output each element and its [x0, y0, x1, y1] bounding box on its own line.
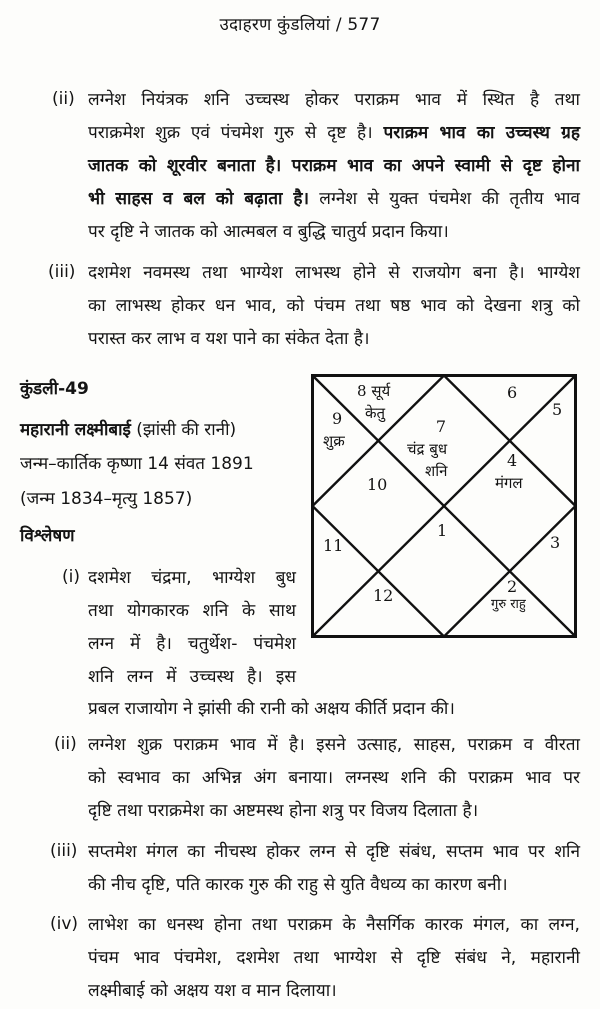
para-marker: (ii) — [54, 734, 77, 754]
house-5-number: 5 — [552, 400, 563, 419]
text-line: तथा योगकारक शनि के साथ — [88, 601, 296, 621]
text-line — [88, 84, 580, 117]
text-line — [88, 117, 580, 150]
planet-name: सूर्य — [371, 382, 391, 400]
analysis-paragraph-i — [88, 562, 296, 694]
para-marker: (iv) — [50, 914, 79, 934]
text-line: शनि लग्न में उच्चस्थ है। इस — [88, 667, 296, 687]
house-10-number: 10 — [367, 475, 388, 494]
house-7-number: 7 — [435, 417, 447, 436]
text-line: लग्नेश शुक्र पराक्रम भाव में है। इसने उत्साह, साहस, पराक्रम व वीरता — [88, 735, 580, 755]
para-marker: (i) — [62, 567, 80, 587]
house-12-number: 12 — [373, 586, 394, 605]
house-9-planets: शुक्र — [323, 432, 345, 450]
text-line: परास्त कर लाभ व यश पाने का संकेत देता है। — [88, 329, 370, 349]
chart-grid — [311, 374, 577, 638]
text-line: की नीच दृष्टि, पति कारक गुरु की राहु से युति वैधव्य का कारण बनी। — [88, 875, 508, 895]
para-marker: (ii) — [52, 89, 75, 109]
text-line: लक्ष्मीबाई को अक्षय यश व मान दिलाया। — [88, 981, 337, 1001]
birth-chart — [311, 374, 577, 638]
house-4-planets: मंगल — [495, 474, 523, 492]
analysis-heading: विश्लेषण — [20, 526, 75, 546]
analysis-paragraph-ii — [88, 729, 580, 828]
house-8-planets: केतु — [365, 404, 386, 422]
subject-name-note: (झांसी की रानी) — [130, 420, 237, 440]
house-number: 8 — [357, 382, 367, 400]
subject-name — [20, 417, 236, 440]
text-run: लग्नेश नियंत्रक शनि उच्चस्थ होकर पराक्रम भाव में स्थित है तथा — [88, 90, 580, 110]
top-paragraph-iii — [88, 257, 580, 356]
text-line: दशमेश नवमस्थ तथा भाग्येश लाभस्थ होने से राजयोग बना है। भाग्येश — [88, 263, 580, 283]
house-8-label — [357, 382, 390, 400]
house-7-planets-line1: चंद्र बुध — [407, 440, 448, 458]
text-line: प्रबल राजायोग ने झांसी की रानी को अक्षय कीर्ति प्रदान की। — [88, 699, 455, 719]
top-paragraph-ii — [88, 84, 580, 249]
house-4-number: 4 — [507, 451, 518, 470]
bold-text-run: पराक्रम भाव का उच्चस्थ ग्रह — [383, 123, 580, 143]
analysis-paragraph-iv — [88, 909, 580, 1008]
text-line: का लाभस्थ होकर धन भाव, को पंचम तथा षष्ठ भाव को देखना शत्रु को — [88, 296, 580, 316]
text-line: दृष्टि तथा पराक्रमेश का अष्टमस्थ होना शत्रु पर विजय दिलाता है। — [88, 801, 479, 821]
running-header: उदाहरण कुंडलियां / 577 — [219, 15, 381, 35]
birth-details: जन्म–कार्तिक कृष्णा 14 संवत 1891 — [20, 454, 254, 474]
text-line: को स्वभाव का अभिन्न अंग बनाया। लग्नस्थ शनि की पराक्रम भाव पर — [88, 768, 580, 788]
text-line: सप्तमेश मंगल का नीचस्थ होकर लग्न से दृष्टि संबंध, सप्तम भाव पर शनि — [88, 842, 580, 862]
para-marker: (iii) — [48, 262, 76, 282]
text-line — [88, 216, 580, 249]
house-9-number: 9 — [332, 409, 343, 428]
house-1-number: 1 — [437, 521, 448, 540]
life-span: (जन्म 1834–मृत्यु 1857) — [20, 489, 193, 509]
para-marker: (iii) — [50, 841, 78, 861]
text-run: पराक्रमेश शुक्र एवं पंचमेश गुरु से दृष्ट है। — [88, 123, 384, 143]
text-line — [88, 183, 580, 216]
text-line: लाभेश का धनस्थ होना तथा पराक्रम के नैसर्गिक कारक मंगल, का लग्न, — [88, 915, 580, 935]
analysis-paragraph-i-continued — [88, 693, 580, 726]
house-3-number: 3 — [550, 533, 561, 552]
text-line: दशमेश चंद्रमा, भाग्येश बुध — [88, 568, 296, 588]
text-line — [88, 150, 580, 183]
text-run: लग्नेश से युक्त पंचमेश की तृतीय भाव — [308, 189, 580, 209]
text-line: लग्न में है। चतुर्थेश- पंचमेश — [88, 634, 296, 654]
text-line: पंचम भाव पंचमेश, दशमेश तथा भाग्येश से दृष्टि संबंध ने, महारानी — [88, 948, 580, 968]
bold-text-run: जातक को शूरवीर बनाता है। पराक्रम भाव का अपने स्वामी से दृष्ट होना — [88, 156, 580, 176]
text-run: पर दृष्टि ने जातक को आत्मबल व बुद्धि चातुर्य प्रदान किया। — [88, 222, 449, 242]
house-7-planets-line2: शनि — [425, 462, 448, 480]
subject-name-bold: महारानी लक्ष्मीबाई — [20, 420, 131, 440]
house-6-number: 6 — [507, 383, 518, 402]
house-2-planets: गुरु राहु — [491, 597, 526, 612]
house-2-number: 2 — [507, 577, 518, 596]
kundali-number: कुंडली-49 — [20, 379, 89, 399]
house-11-number: 11 — [323, 536, 344, 555]
bold-text-run: भी साहस व बल को बढ़ाता है। — [88, 189, 309, 209]
analysis-paragraph-iii — [88, 836, 580, 902]
